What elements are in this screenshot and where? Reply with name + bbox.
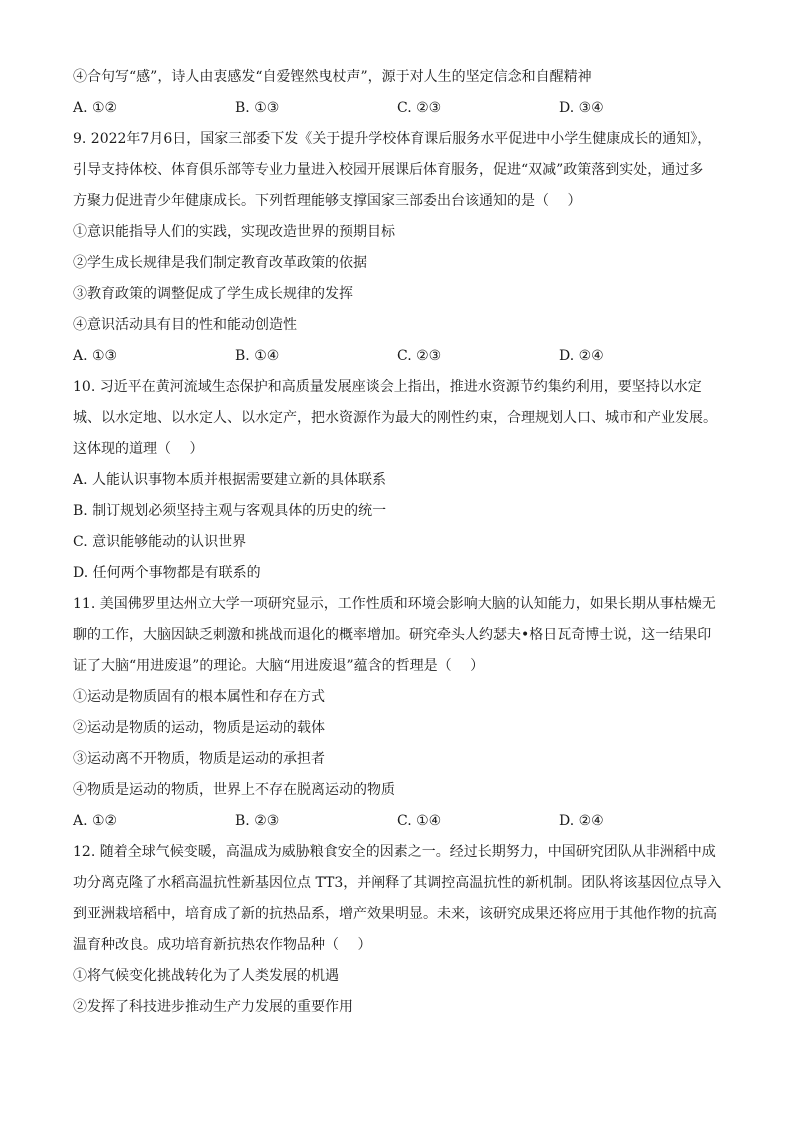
q11-stem-line-2: 聊的工作，大脑因缺乏刺激和挑战而退化的概率增加。研究牵头人约瑟夫•格日瓦奇博士说，这一结果印 — [73, 627, 712, 643]
q10-option-d: D. 任何两个事物都是有联系的 — [73, 565, 261, 581]
q11-option-b: B. ②③ — [235, 813, 280, 829]
q11-item-2: ②运动是物质的运动，物质是运动的载体 — [73, 720, 325, 736]
q11-item-3: ③运动离不开物质，物质是运动的承担者 — [73, 751, 325, 767]
q10-option-a: A. 人能认识事物本质并根据需要建立新的具体联系 — [73, 472, 387, 488]
q9-stem-line-1: 9. 2022年7月6日，国家三部委下发《关于提升学校体育课后服务水平促进中小学生健康成长的通知》， — [73, 131, 712, 147]
q11-option-a: A. ①② — [73, 813, 118, 829]
q9-stem-line-3: 方聚力促进青少年健康成长。下列哲理能够支撑国家三部委出台该通知的是（ ） — [73, 193, 582, 209]
q11-options — [73, 806, 723, 837]
q12-stem-line-1: 12. 随着全球气候变暖，高温成为威胁粮食安全的因素之一。经过长期努力，中国研究团队从非洲稻中成 — [73, 844, 716, 860]
q11-option-d: D. ②④ — [559, 813, 604, 829]
q11-option-c: C. ①④ — [397, 813, 442, 829]
q9-option-d: D. ②④ — [559, 348, 604, 364]
q8-option-b: B. ①③ — [235, 100, 280, 116]
q12-item-1: ①将气候变化挑战转化为了人类发展的机遇 — [73, 968, 339, 984]
exam-page — [73, 62, 723, 1023]
q10-option-c: C. 意识能够能动的认识世界 — [73, 534, 247, 550]
q9-option-b: B. ①④ — [235, 348, 280, 364]
q11-stem-line-3: 证了大脑“用进废退”的理论。大脑“用进废退”蕴含的哲理是（ ） — [73, 658, 485, 674]
q11-item-4: ④物质是运动的物质，世界上不存在脱离运动的物质 — [73, 782, 395, 798]
q12-stem-line-2: 功分离克隆了水稻高温抗性新基因位点 TT3，并阐释了其调控高温抗性的新机制。团队将该基因位点导入 — [73, 875, 722, 891]
q9-stem-line-2: 引导支持体校、体育俱乐部等专业力量进入校园开展课后体育服务，促进“双减”政策落到实处，通过多 — [73, 162, 704, 178]
q9-option-c: C. ②③ — [397, 348, 442, 364]
q9-item-4: ④意识活动具有目的性和能动创造性 — [73, 317, 297, 333]
q10-option-b: B. 制订规划必须坚持主观与客观具体的历史的统一 — [73, 503, 387, 519]
q10-stem-line-2: 城、以水定地、以水定人、以水定产，把水资源作为最大的刚性约束，合理规划人口、城市和产业发展。 — [73, 410, 717, 426]
q12-stem-line-4: 温育种改良。成功培育新抗热农作物品种（ ） — [73, 937, 372, 953]
q8-option-d: D. ③④ — [559, 100, 604, 116]
q9-options — [73, 341, 723, 372]
q10-stem-line-3: 这体现的道理（ ） — [73, 441, 204, 457]
q8-item-4: ④合句写“感”，诗人由衷感发“自爱铿然曳杖声”，源于对人生的坚定信念和自醒精神 — [73, 69, 592, 85]
q11-stem-line-1: 11. 美国佛罗里达州立大学一项研究显示，工作性质和环境会影响大脑的认知能力，如果长期从事枯燥无 — [73, 596, 716, 612]
q9-item-2: ②学生成长规律是我们制定教育改革政策的依据 — [73, 255, 367, 271]
q9-option-a: A. ①③ — [73, 348, 118, 364]
q9-item-1: ①意识能指导人们的实践，实现改造世界的预期目标 — [73, 224, 395, 240]
q12-stem-line-3: 到亚洲栽培稻中，培育成了新的抗热品系，增产效果明显。未来，该研究成果还将应用于其他作物的抗高 — [73, 906, 717, 922]
q8-option-a: A. ①② — [73, 100, 118, 116]
q11-item-1: ①运动是物质固有的根本属性和存在方式 — [73, 689, 325, 705]
q8-options — [73, 93, 723, 124]
q12-item-2: ②发挥了科技进步推动生产力发展的重要作用 — [73, 999, 353, 1015]
q8-option-c: C. ②③ — [397, 100, 442, 116]
q10-stem-line-1: 10. 习近平在黄河流域生态保护和高质量发展座谈会上指出，推进水资源节约集约利用，要坚持以水定 — [73, 379, 702, 395]
q9-item-3: ③教育政策的调整促成了学生成长规律的发挥 — [73, 286, 353, 302]
